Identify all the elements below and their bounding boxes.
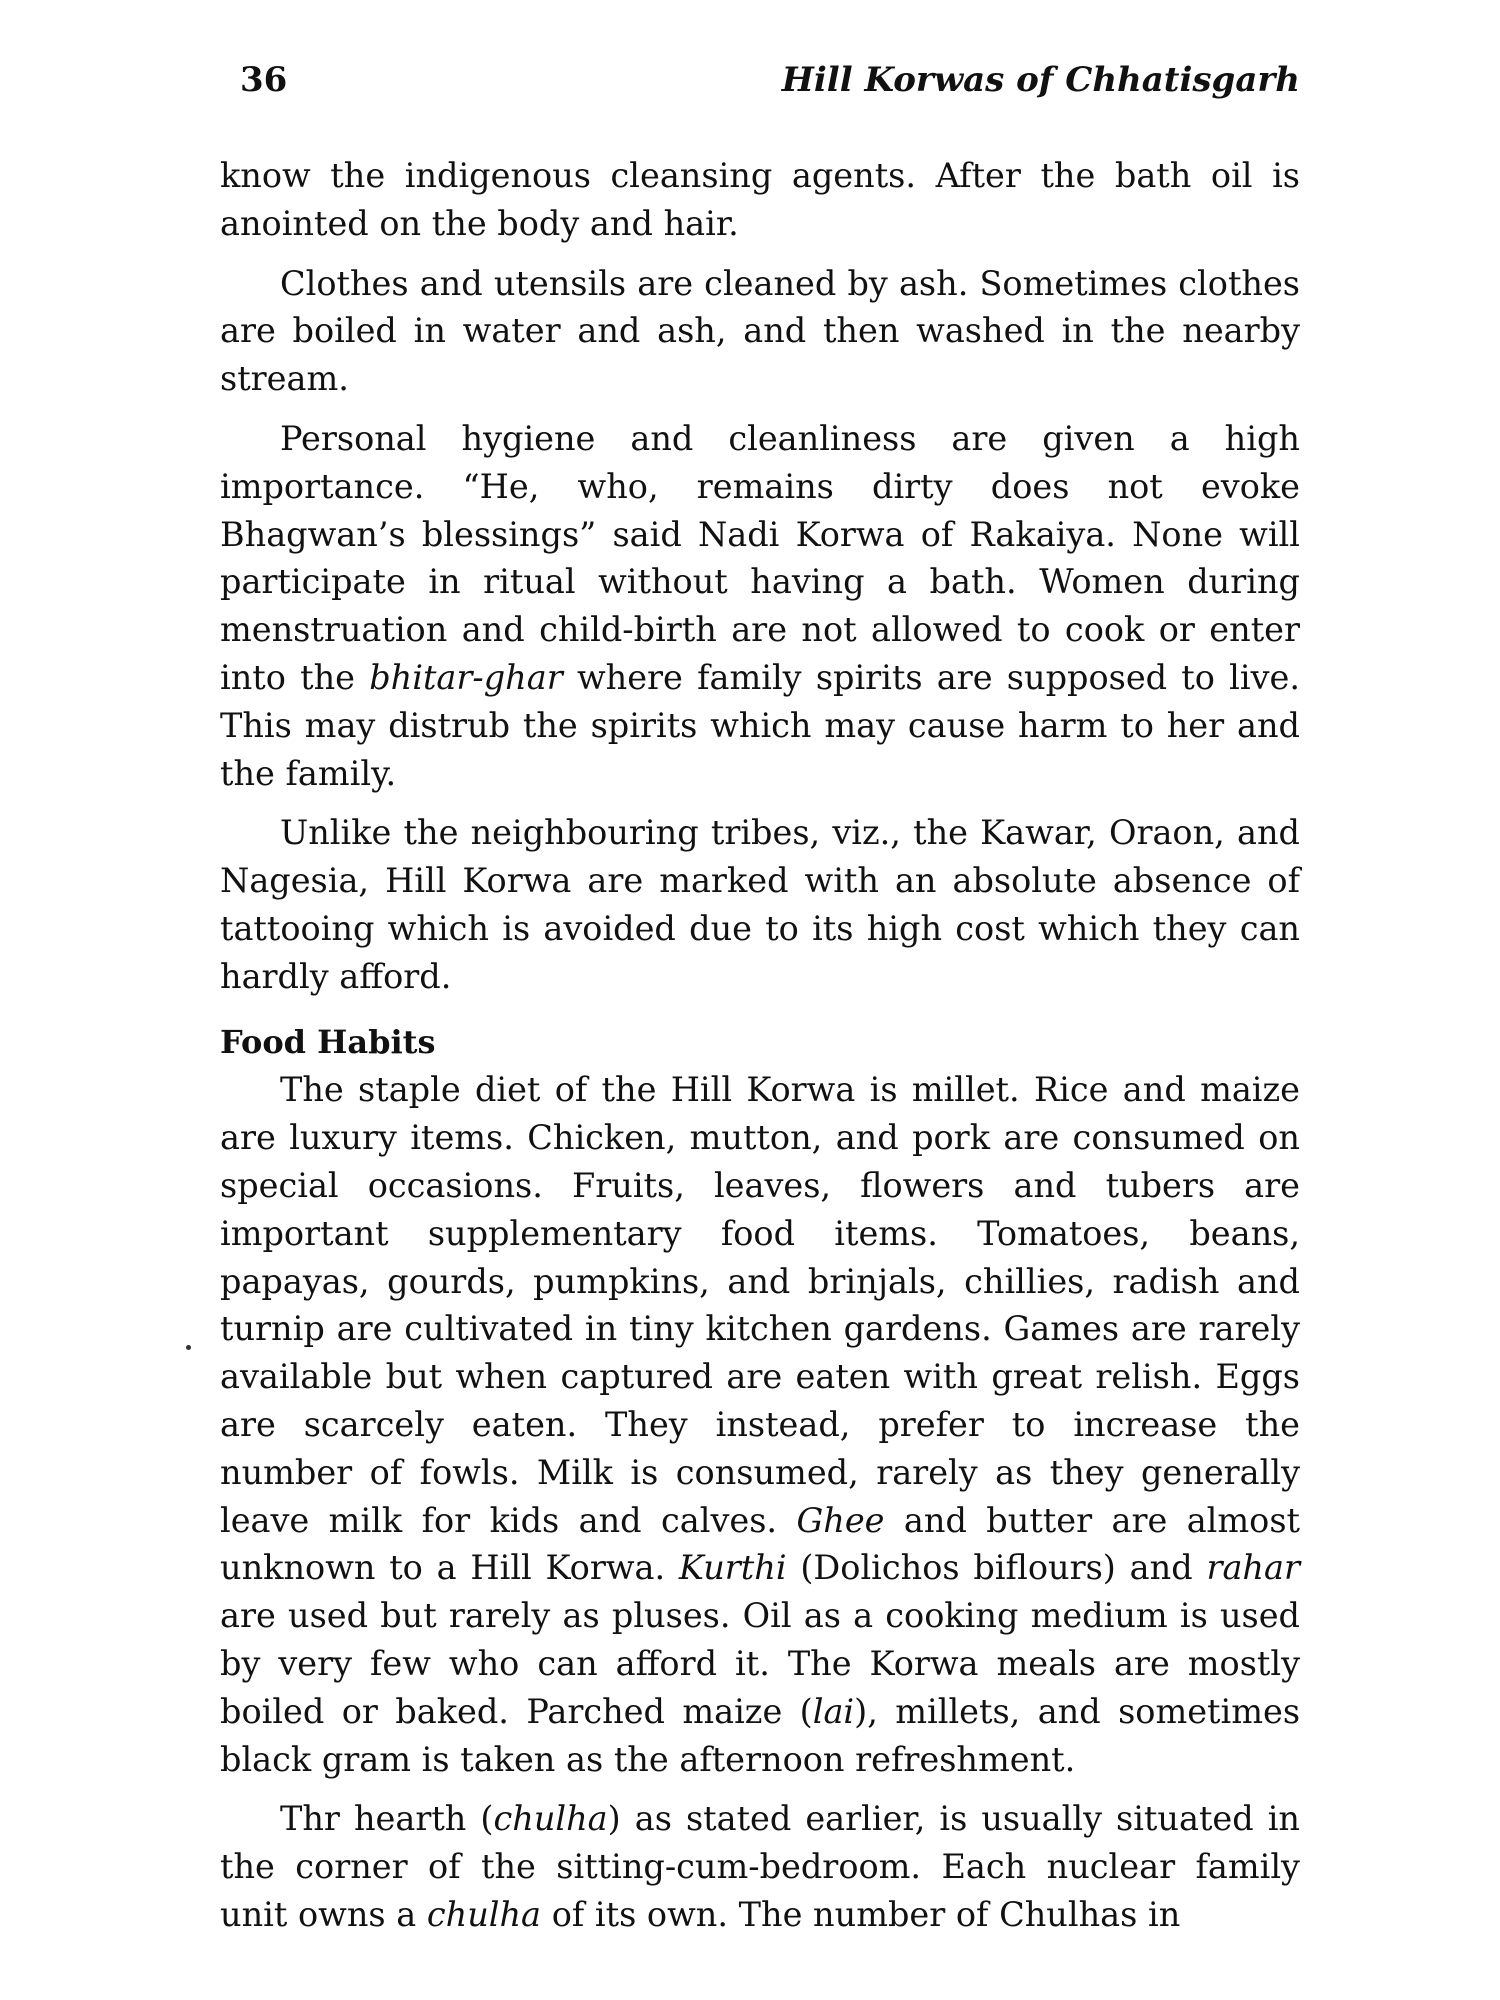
scan-speck	[186, 1345, 191, 1350]
text-segment: ) as stated earlier, is usually situated in the corner of the sitting-cum-bedroom. Each nuclear family unit owns a	[220, 1799, 1300, 1934]
italic-term: Ghee	[796, 1500, 885, 1540]
section-heading: Food Habits	[220, 1022, 436, 1061]
italic-term: rahar	[1206, 1548, 1300, 1588]
text-segment: are used but rarely as pluses. Oil as a cooking medium is used by very few who can afford it. The Korwa meals are mostly boiled or baked. Parched maize (	[220, 1596, 1300, 1731]
text-segment: Thr hearth (	[280, 1799, 494, 1839]
page-header	[240, 60, 1300, 110]
italic-term: lai	[812, 1691, 855, 1731]
text-segment: and butter are almost unknown to a Hill Korwa.	[220, 1500, 1300, 1588]
paragraph-personal-hygiene	[220, 415, 1300, 797]
text-segment: (Dolichos biflours) and	[786, 1548, 1207, 1588]
page-number: 36	[240, 60, 288, 100]
paragraph-staple-diet	[220, 1066, 1300, 1783]
italic-term: bhitar-ghar	[369, 657, 563, 697]
paragraph-clothes-utensils: Clothes and utensils are cleaned by ash. Sometimes clothes are boiled in water and ash, and then washed in the nearby stream.	[220, 263, 1300, 399]
paragraph-tattooing: Unlike the neighbouring tribes, viz., the Kawar, Oraon, and Nagesia, Hill Korwa are marked with an absolute absence of tattooing which is avoided due to its high cost which they can hardly afford.	[220, 813, 1300, 996]
text-segment: of its own. The number of Chulhas in	[541, 1894, 1181, 1934]
text-segment: ), millets, and sometimes black gram is taken as the afternoon refreshment.	[220, 1691, 1301, 1779]
paragraph-hearth	[220, 1795, 1300, 1938]
body-text	[220, 152, 1300, 1951]
italic-term: chulha	[493, 1799, 608, 1839]
italic-term: Kurthi	[678, 1548, 787, 1588]
text-segment: The staple diet of the Hill Korwa is millet. Rice and maize are luxury items. Chicken, mutton, and pork are consumed on special occasions. Fruits, leaves, flowers and tubers are important supplementary food items. Tomatoes, beans, papayas, gourds, pumpkins, and brinjals, chillies, radish and turnip are cultivated in tiny kitchen gardens. Games are rarely available but when captured are eaten with great relish. Eggs are scarcely eaten. They instead, prefer to increase the number of fowls. Milk is consumed, rarely as they generally leave milk for kids and calves.	[220, 1070, 1300, 1540]
text-segment: Personal hygiene and cleanliness are given a high importance. “He, who, remains dirty does not evoke Bhagwan’s blessings” said Nadi Korwa of Rakaiya. None will participate in ritual without having a bath. Women during menstruation and child-birth are not allowed to cook or enter into the	[220, 418, 1300, 697]
italic-term: chulha	[426, 1894, 542, 1934]
paragraph-cleansing: know the indigenous cleansing agents. After the bath oil is anointed on the body and hair.	[220, 156, 1300, 243]
running-title: Hill Korwas of Chhatisgarh	[781, 60, 1300, 100]
text-segment: where family spirits are supposed to live. This may distrub the spirits which may cause harm to her and the family.	[220, 657, 1300, 793]
